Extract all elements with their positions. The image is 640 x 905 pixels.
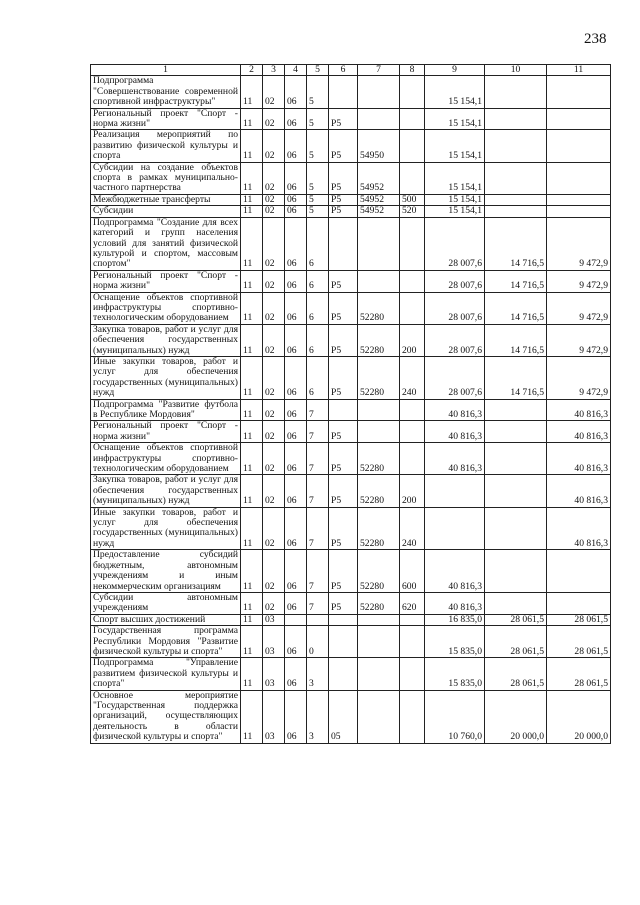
cell-code-7	[358, 626, 400, 658]
cell-amount-9: 40 816,3	[425, 399, 485, 421]
cell-code-4: 06	[285, 162, 307, 194]
cell-code-6: P5	[329, 356, 358, 399]
table-row	[91, 690, 611, 743]
table-row	[91, 292, 611, 324]
cell-code-2: 11	[241, 206, 263, 217]
cell-code-8	[400, 162, 425, 194]
cell-code-7	[358, 658, 400, 690]
cell-amount-11: 9 472,9	[547, 324, 611, 356]
cell-amount-9: 10 760,0	[425, 690, 485, 743]
cell-amount-9: 16 835,0	[425, 614, 485, 625]
cell-code-4: 06	[285, 550, 307, 593]
cell-code-4: 06	[285, 443, 307, 475]
cell-amount-10	[485, 443, 547, 475]
cell-code-4: 06	[285, 475, 307, 507]
table-body	[91, 76, 611, 743]
cell-code-7: 54952	[358, 206, 400, 217]
table-row	[91, 206, 611, 217]
cell-code-3: 02	[263, 162, 285, 194]
cell-code-7: 54952	[358, 194, 400, 205]
cell-amount-10: 14 716,5	[485, 292, 547, 324]
cell-code-4: 06	[285, 690, 307, 743]
cell-code-3: 03	[263, 658, 285, 690]
cell-name: Межбюджетные трансферты	[91, 194, 241, 205]
table-row	[91, 614, 611, 625]
cell-name: Закупка товаров, работ и услуг для обеспечения государственных (муниципальных) нужд	[91, 475, 241, 507]
cell-amount-9: 15 154,1	[425, 162, 485, 194]
cell-code-2: 11	[241, 626, 263, 658]
cell-amount-11: 40 816,3	[547, 507, 611, 550]
cell-code-3: 02	[263, 475, 285, 507]
cell-code-7: 54950	[358, 130, 400, 162]
column-header-3: 3	[263, 65, 285, 76]
cell-code-5: 7	[307, 592, 329, 614]
cell-code-8	[400, 130, 425, 162]
cell-code-2: 11	[241, 614, 263, 625]
cell-code-3: 02	[263, 217, 285, 270]
cell-code-2: 11	[241, 270, 263, 292]
cell-code-2: 11	[241, 443, 263, 475]
budget-table	[90, 64, 611, 744]
cell-code-4: 06	[285, 108, 307, 130]
table-row	[91, 217, 611, 270]
cell-code-3: 02	[263, 130, 285, 162]
cell-code-4: 06	[285, 626, 307, 658]
cell-code-6: P5	[329, 130, 358, 162]
cell-code-5: 7	[307, 443, 329, 475]
cell-code-4: 06	[285, 292, 307, 324]
cell-code-8: 600	[400, 550, 425, 593]
cell-code-2: 11	[241, 194, 263, 205]
cell-code-6	[329, 658, 358, 690]
cell-code-8: 200	[400, 475, 425, 507]
cell-code-7: 52280	[358, 356, 400, 399]
cell-code-4: 06	[285, 206, 307, 217]
column-header-8: 8	[400, 65, 425, 76]
cell-amount-9: 15 154,1	[425, 206, 485, 217]
cell-code-6: P5	[329, 507, 358, 550]
column-header-4: 4	[285, 65, 307, 76]
cell-amount-10: 20 000,0	[485, 690, 547, 743]
cell-code-4: 06	[285, 356, 307, 399]
table-row	[91, 399, 611, 421]
cell-code-5	[307, 614, 329, 625]
cell-amount-9: 40 816,3	[425, 443, 485, 475]
cell-amount-11: 20 000,0	[547, 690, 611, 743]
cell-code-5: 5	[307, 76, 329, 108]
cell-amount-11: 28 061,5	[547, 614, 611, 625]
cell-amount-10: 14 716,5	[485, 356, 547, 399]
cell-code-8: 240	[400, 356, 425, 399]
cell-amount-11	[547, 76, 611, 108]
cell-code-8: 200	[400, 324, 425, 356]
cell-code-3: 02	[263, 194, 285, 205]
cell-code-6: P5	[329, 421, 358, 443]
cell-amount-10	[485, 130, 547, 162]
cell-amount-9: 40 816,3	[425, 550, 485, 593]
cell-code-8: 500	[400, 194, 425, 205]
cell-amount-9: 28 007,6	[425, 270, 485, 292]
cell-amount-9: 15 154,1	[425, 194, 485, 205]
cell-code-6	[329, 217, 358, 270]
cell-name: Реализация мероприятий по развитию физической культуры и спорта	[91, 130, 241, 162]
cell-code-5: 5	[307, 162, 329, 194]
table-row	[91, 356, 611, 399]
cell-code-5: 7	[307, 475, 329, 507]
cell-code-6: P5	[329, 550, 358, 593]
cell-code-6: P5	[329, 592, 358, 614]
cell-code-8	[400, 270, 425, 292]
cell-code-5: 6	[307, 270, 329, 292]
cell-code-7: 52280	[358, 443, 400, 475]
cell-amount-11: 40 816,3	[547, 421, 611, 443]
cell-code-4: 06	[285, 507, 307, 550]
cell-amount-10	[485, 194, 547, 205]
cell-code-6: P5	[329, 162, 358, 194]
cell-name: Подпрограмма "Развитие футбола в Республике Мордовия"	[91, 399, 241, 421]
cell-amount-11: 9 472,9	[547, 292, 611, 324]
cell-code-7	[358, 270, 400, 292]
cell-amount-10: 14 716,5	[485, 217, 547, 270]
column-header-5: 5	[307, 65, 329, 76]
column-header-9: 9	[425, 65, 485, 76]
cell-code-6: P5	[329, 270, 358, 292]
cell-code-3: 03	[263, 626, 285, 658]
cell-amount-9: 28 007,6	[425, 292, 485, 324]
cell-amount-10	[485, 475, 547, 507]
cell-amount-9: 15 154,1	[425, 108, 485, 130]
cell-code-3: 02	[263, 399, 285, 421]
table-row	[91, 324, 611, 356]
cell-code-7: 52280	[358, 292, 400, 324]
cell-code-6: P5	[329, 108, 358, 130]
cell-code-7	[358, 108, 400, 130]
cell-code-8	[400, 399, 425, 421]
cell-amount-9: 15 154,1	[425, 130, 485, 162]
cell-name: Государственная программа Республики Мордовия "Развитие физической культуры и спорта"	[91, 626, 241, 658]
cell-code-7: 52280	[358, 550, 400, 593]
column-header-2: 2	[241, 65, 263, 76]
cell-code-6	[329, 76, 358, 108]
cell-name: Региональный проект "Спорт - норма жизни"	[91, 108, 241, 130]
cell-name: Субсидии автономным учреждениям	[91, 592, 241, 614]
cell-code-3: 02	[263, 507, 285, 550]
cell-name: Основное мероприятие "Государственная поддержка организаций, осуществляющих деятельность в области физической культуры и спорта"	[91, 690, 241, 743]
cell-code-4: 06	[285, 217, 307, 270]
cell-amount-10: 28 061,5	[485, 614, 547, 625]
cell-code-4: 06	[285, 76, 307, 108]
cell-code-5: 6	[307, 324, 329, 356]
cell-code-8	[400, 626, 425, 658]
cell-code-6: P5	[329, 194, 358, 205]
cell-name: Подпрограмма "Управление развитием физической культуры и спорта"	[91, 658, 241, 690]
cell-code-2: 11	[241, 658, 263, 690]
page-number: 238	[584, 31, 607, 47]
column-header-10: 10	[485, 65, 547, 76]
cell-code-2: 11	[241, 108, 263, 130]
cell-code-6: P5	[329, 324, 358, 356]
table-header	[91, 65, 611, 76]
cell-name: Подпрограмма "Совершенствование современной спортивной инфраструктуры"	[91, 76, 241, 108]
cell-code-7: 52280	[358, 324, 400, 356]
cell-name: Иные закупки товаров, работ и услуг для обеспечения государственных (муниципальных) нужд	[91, 507, 241, 550]
column-header-6: 6	[329, 65, 358, 76]
table-row	[91, 658, 611, 690]
cell-amount-11	[547, 592, 611, 614]
cell-code-3: 02	[263, 443, 285, 475]
cell-code-2: 11	[241, 550, 263, 593]
cell-code-3: 02	[263, 292, 285, 324]
cell-code-8	[400, 292, 425, 324]
cell-code-3: 02	[263, 324, 285, 356]
cell-code-4: 06	[285, 194, 307, 205]
cell-code-7	[358, 399, 400, 421]
cell-code-5: 7	[307, 399, 329, 421]
cell-code-8	[400, 614, 425, 625]
table-row	[91, 592, 611, 614]
cell-code-6: P5	[329, 292, 358, 324]
cell-amount-11: 40 816,3	[547, 475, 611, 507]
cell-amount-10	[485, 108, 547, 130]
table-row	[91, 162, 611, 194]
cell-amount-11: 40 816,3	[547, 399, 611, 421]
cell-code-6	[329, 614, 358, 625]
table-row	[91, 194, 611, 205]
cell-code-4: 06	[285, 399, 307, 421]
cell-code-2: 11	[241, 690, 263, 743]
cell-code-3: 02	[263, 550, 285, 593]
cell-amount-10	[485, 421, 547, 443]
cell-amount-10	[485, 206, 547, 217]
cell-code-2: 11	[241, 592, 263, 614]
cell-code-3: 03	[263, 614, 285, 625]
cell-code-5: 5	[307, 206, 329, 217]
cell-name: Субсидии на создание объектов спорта в рамках муниципально-частного партнерства	[91, 162, 241, 194]
cell-code-8	[400, 443, 425, 475]
column-header-1: 1	[91, 65, 241, 76]
cell-code-8	[400, 76, 425, 108]
cell-code-4: 06	[285, 421, 307, 443]
cell-code-3: 02	[263, 206, 285, 217]
cell-code-6: P5	[329, 443, 358, 475]
cell-code-3: 02	[263, 76, 285, 108]
table-row	[91, 76, 611, 108]
cell-code-2: 11	[241, 475, 263, 507]
cell-code-3: 03	[263, 690, 285, 743]
cell-amount-11: 9 472,9	[547, 217, 611, 270]
cell-code-2: 11	[241, 292, 263, 324]
cell-amount-9: 28 007,6	[425, 324, 485, 356]
cell-code-3: 02	[263, 356, 285, 399]
cell-code-8	[400, 690, 425, 743]
cell-code-7: 52280	[358, 475, 400, 507]
cell-code-5: 3	[307, 658, 329, 690]
cell-name: Спорт высших достижений	[91, 614, 241, 625]
cell-code-8: 240	[400, 507, 425, 550]
cell-name: Оснащение объектов спортивной инфраструктуры спортивно-технологическим оборудованием	[91, 292, 241, 324]
cell-code-2: 11	[241, 324, 263, 356]
cell-name: Закупка товаров, работ и услуг для обеспечения государственных (муниципальных) нужд	[91, 324, 241, 356]
cell-code-8	[400, 217, 425, 270]
cell-name: Оснащение объектов спортивной инфраструктуры спортивно-технологическим оборудованием	[91, 443, 241, 475]
cell-code-5: 6	[307, 356, 329, 399]
cell-name: Подпрограмма "Создание для всех категорий и групп населения условий для занятий физической культурой и спортом, массовым спортом"	[91, 217, 241, 270]
cell-code-5: 5	[307, 194, 329, 205]
cell-code-7: 52280	[358, 507, 400, 550]
cell-amount-9: 15 835,0	[425, 658, 485, 690]
cell-amount-9: 15 835,0	[425, 626, 485, 658]
cell-code-7	[358, 614, 400, 625]
cell-amount-11: 28 061,5	[547, 658, 611, 690]
cell-code-5: 7	[307, 507, 329, 550]
table-row	[91, 626, 611, 658]
column-header-7: 7	[358, 65, 400, 76]
cell-code-7	[358, 421, 400, 443]
cell-amount-9: 40 816,3	[425, 592, 485, 614]
cell-code-2: 11	[241, 421, 263, 443]
cell-code-7: 52280	[358, 592, 400, 614]
table-row	[91, 443, 611, 475]
cell-code-2: 11	[241, 76, 263, 108]
cell-code-8	[400, 108, 425, 130]
cell-code-2: 11	[241, 399, 263, 421]
cell-code-6: P5	[329, 206, 358, 217]
cell-amount-11	[547, 206, 611, 217]
cell-code-4	[285, 614, 307, 625]
cell-name: Иные закупки товаров, работ и услуг для обеспечения государственных (муниципальных) нужд	[91, 356, 241, 399]
cell-code-4: 06	[285, 270, 307, 292]
cell-code-8	[400, 421, 425, 443]
cell-code-5: 6	[307, 292, 329, 324]
cell-code-4: 06	[285, 324, 307, 356]
cell-amount-11: 40 816,3	[547, 443, 611, 475]
cell-code-5: 7	[307, 550, 329, 593]
cell-amount-11	[547, 108, 611, 130]
cell-amount-9	[425, 507, 485, 550]
cell-code-2: 11	[241, 130, 263, 162]
cell-amount-11	[547, 162, 611, 194]
cell-name: Предоставление субсидий бюджетным, автономным учреждениям и иным некоммерческим организациям	[91, 550, 241, 593]
cell-amount-11	[547, 130, 611, 162]
cell-code-3: 02	[263, 108, 285, 130]
cell-code-5: 5	[307, 108, 329, 130]
table-row	[91, 550, 611, 593]
cell-amount-9: 40 816,3	[425, 421, 485, 443]
cell-code-2: 11	[241, 507, 263, 550]
cell-code-6: 05	[329, 690, 358, 743]
cell-amount-11	[547, 194, 611, 205]
cell-code-5: 5	[307, 130, 329, 162]
cell-code-2: 11	[241, 217, 263, 270]
column-header-11: 11	[547, 65, 611, 76]
cell-code-2: 11	[241, 356, 263, 399]
cell-name: Региональный проект "Спорт - норма жизни"	[91, 421, 241, 443]
cell-amount-11: 9 472,9	[547, 270, 611, 292]
cell-amount-11: 28 061,5	[547, 626, 611, 658]
cell-code-8: 520	[400, 206, 425, 217]
table-row	[91, 130, 611, 162]
table-row	[91, 507, 611, 550]
cell-amount-10	[485, 76, 547, 108]
cell-amount-11: 9 472,9	[547, 356, 611, 399]
cell-code-3: 02	[263, 592, 285, 614]
cell-code-5: 7	[307, 421, 329, 443]
cell-amount-9: 15 154,1	[425, 76, 485, 108]
cell-code-7: 54952	[358, 162, 400, 194]
cell-amount-10	[485, 162, 547, 194]
cell-amount-9: 28 007,6	[425, 356, 485, 399]
cell-amount-10: 28 061,5	[485, 626, 547, 658]
table-row	[91, 270, 611, 292]
cell-amount-10	[485, 399, 547, 421]
cell-code-4: 06	[285, 592, 307, 614]
cell-code-8: 620	[400, 592, 425, 614]
cell-amount-9: 28 007,6	[425, 217, 485, 270]
cell-code-7	[358, 690, 400, 743]
cell-code-6	[329, 399, 358, 421]
cell-amount-10: 14 716,5	[485, 324, 547, 356]
cell-code-5: 3	[307, 690, 329, 743]
cell-code-5: 0	[307, 626, 329, 658]
cell-amount-10	[485, 592, 547, 614]
cell-amount-10	[485, 507, 547, 550]
cell-name: Субсидии	[91, 206, 241, 217]
cell-code-2: 11	[241, 162, 263, 194]
cell-code-6	[329, 626, 358, 658]
cell-code-3: 02	[263, 270, 285, 292]
cell-name: Региональный проект "Спорт - норма жизни"	[91, 270, 241, 292]
cell-code-3: 02	[263, 421, 285, 443]
cell-code-6: P5	[329, 475, 358, 507]
cell-code-7	[358, 76, 400, 108]
cell-amount-10: 28 061,5	[485, 658, 547, 690]
cell-amount-10	[485, 550, 547, 593]
cell-code-4: 06	[285, 130, 307, 162]
cell-code-8	[400, 658, 425, 690]
table-row	[91, 421, 611, 443]
table-row	[91, 475, 611, 507]
cell-code-5: 6	[307, 217, 329, 270]
cell-amount-10: 14 716,5	[485, 270, 547, 292]
cell-code-4: 06	[285, 658, 307, 690]
cell-amount-11	[547, 550, 611, 593]
cell-amount-9	[425, 475, 485, 507]
table-row	[91, 108, 611, 130]
cell-code-7	[358, 217, 400, 270]
